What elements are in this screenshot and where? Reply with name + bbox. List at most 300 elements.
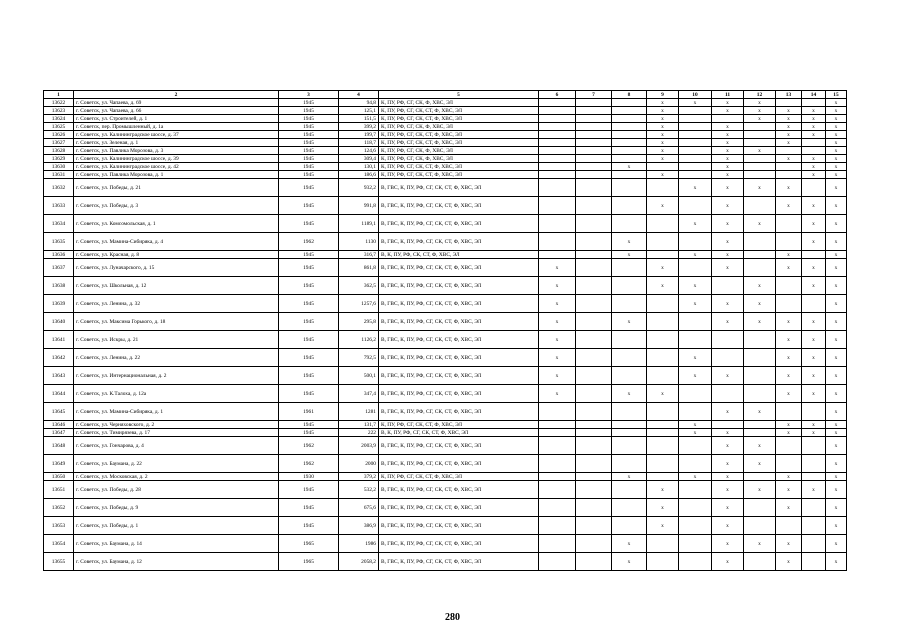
mark-cell-col-8 xyxy=(612,331,647,349)
mark-cell-col-12 xyxy=(744,385,776,403)
mark-cell-col-11: x xyxy=(712,139,744,147)
mark-cell-col-8: x xyxy=(612,473,647,481)
col-header-3: 3 xyxy=(279,91,339,99)
mark-cell-col-8 xyxy=(612,123,647,131)
mark-cell-col-15: x xyxy=(826,385,847,403)
year-cell: 1945 xyxy=(279,429,339,437)
area-cell: 861,8 xyxy=(339,259,379,277)
mark-cell-col-15: x xyxy=(826,139,847,147)
id-cell: 13638 xyxy=(44,277,74,295)
mark-cell-col-11: x xyxy=(712,259,744,277)
page-number: 280 xyxy=(445,612,460,623)
table-row xyxy=(44,99,847,107)
address-cell: г. Советск, ул. Победы, д. 28 xyxy=(74,481,279,499)
mark-cell-col-7 xyxy=(576,179,612,197)
mark-cell-col-13 xyxy=(776,295,802,313)
mark-cell-col-15: x xyxy=(826,99,847,107)
col-header-9: 9 xyxy=(647,91,679,99)
mark-cell-col-11: x xyxy=(712,499,744,517)
mark-cell-col-11 xyxy=(712,385,744,403)
mark-cell-col-7 xyxy=(576,429,612,437)
area-cell: 2000 xyxy=(339,455,379,473)
mark-cell-col-8: x xyxy=(612,313,647,331)
year-cell: 1945 xyxy=(279,171,339,179)
mark-cell-col-7 xyxy=(576,473,612,481)
mark-cell-col-6 xyxy=(539,429,576,437)
mark-cell-col-6: x xyxy=(539,295,576,313)
mark-cell-col-7 xyxy=(576,421,612,429)
table-row xyxy=(44,295,847,313)
mark-cell-col-15: x xyxy=(826,295,847,313)
mark-cell-col-11: x xyxy=(712,313,744,331)
mark-cell-col-6 xyxy=(539,115,576,123)
table-row xyxy=(44,429,847,437)
address-cell: г. Советск, ул. Победы, д. 1 xyxy=(74,517,279,535)
mark-cell-col-6 xyxy=(539,535,576,553)
mark-cell-col-7 xyxy=(576,197,612,215)
id-cell: 13631 xyxy=(44,171,74,179)
area-cell: 1281 xyxy=(339,403,379,421)
mark-cell-col-7 xyxy=(576,535,612,553)
id-cell: 13650 xyxy=(44,473,74,481)
mark-cell-col-14: x xyxy=(802,233,826,251)
table-row xyxy=(44,251,847,259)
year-cell: 1965 xyxy=(279,553,339,571)
mark-cell-col-7 xyxy=(576,367,612,385)
area-cell: 130,1 xyxy=(339,163,379,171)
mark-cell-col-12 xyxy=(744,517,776,535)
area-cell: 94,8 xyxy=(339,99,379,107)
mark-cell-col-9: x xyxy=(647,155,679,163)
table-row xyxy=(44,115,847,123)
mark-cell-col-14 xyxy=(802,251,826,259)
year-cell: 1945 xyxy=(279,277,339,295)
mark-cell-col-10 xyxy=(679,163,712,171)
codes-cell: К, ПУ, РФ, СГ, СК, Ф, ХВС, ЭЛ xyxy=(379,99,539,107)
mark-cell-col-10 xyxy=(679,331,712,349)
year-cell: 1945 xyxy=(279,107,339,115)
mark-cell-col-14: x xyxy=(802,163,826,171)
year-cell: 1945 xyxy=(279,179,339,197)
mark-cell-col-9: x xyxy=(647,147,679,155)
area-cell: 675,6 xyxy=(339,499,379,517)
mark-cell-col-11: x xyxy=(712,107,744,115)
id-cell: 13624 xyxy=(44,115,74,123)
mark-cell-col-8: x xyxy=(612,535,647,553)
year-cell: 1945 xyxy=(279,421,339,429)
table-row xyxy=(44,139,847,147)
mark-cell-col-15: x xyxy=(826,123,847,131)
mark-cell-col-9: x xyxy=(647,115,679,123)
codes-cell: В, ГВС, К, ПУ, РФ, СГ, СК, СТ, Ф, ХВС, ЭЛ xyxy=(379,367,539,385)
mark-cell-col-14: x xyxy=(802,123,826,131)
col-header-15: 15 xyxy=(826,91,847,99)
mark-cell-col-15: x xyxy=(826,107,847,115)
year-cell: 1945 xyxy=(279,251,339,259)
area-cell: 991,8 xyxy=(339,197,379,215)
mark-cell-col-10 xyxy=(679,437,712,455)
year-cell: 1930 xyxy=(279,473,339,481)
codes-cell: К, ПУ, РФ, СГ, СК, СТ, Ф, ХВС, ЭЛ xyxy=(379,171,539,179)
mark-cell-col-10: x xyxy=(679,349,712,367)
mark-cell-col-15: x xyxy=(826,403,847,421)
mark-cell-col-12 xyxy=(744,155,776,163)
mark-cell-col-10: x xyxy=(679,367,712,385)
mark-cell-col-9 xyxy=(647,179,679,197)
mark-cell-col-9 xyxy=(647,251,679,259)
col-header-4: 4 xyxy=(339,91,379,99)
mark-cell-col-9 xyxy=(647,349,679,367)
year-cell: 1945 xyxy=(279,349,339,367)
mark-cell-col-14: x xyxy=(802,259,826,277)
address-cell: г. Советск, ул. Максима Горького, д. 18 xyxy=(74,313,279,331)
address-cell: г. Советск, ул. Школьная, д. 12 xyxy=(74,277,279,295)
mark-cell-col-8 xyxy=(612,517,647,535)
codes-cell: В, ГВС, К, ПУ, РФ, СГ, СК, СТ, Ф, ХВС, ЭЛ xyxy=(379,437,539,455)
mark-cell-col-13: x xyxy=(776,331,802,349)
mark-cell-col-8: x xyxy=(612,385,647,403)
area-cell: 347,4 xyxy=(339,385,379,403)
codes-cell: В, ГВС, К, ПУ, РФ, СГ, СК, СТ, Ф, ХВС, ЭЛ xyxy=(379,499,539,517)
table-row xyxy=(44,277,847,295)
id-cell: 13632 xyxy=(44,179,74,197)
id-cell: 13630 xyxy=(44,163,74,171)
codes-cell: В, ГВС, К, ПУ, РФ, СГ, СК, СТ, Ф, ХВС, ЭЛ xyxy=(379,331,539,349)
id-cell: 13648 xyxy=(44,437,74,455)
mark-cell-col-8 xyxy=(612,429,647,437)
mark-cell-col-9 xyxy=(647,163,679,171)
id-cell: 13629 xyxy=(44,155,74,163)
area-cell: 399,2 xyxy=(339,123,379,131)
year-cell: 1945 xyxy=(279,481,339,499)
mark-cell-col-11: x xyxy=(712,155,744,163)
area-cell: 386,9 xyxy=(339,517,379,535)
mark-cell-col-14 xyxy=(802,473,826,481)
mark-cell-col-12: x xyxy=(744,277,776,295)
mark-cell-col-13: x xyxy=(776,367,802,385)
mark-cell-col-8 xyxy=(612,437,647,455)
mark-cell-col-12: x xyxy=(744,115,776,123)
mark-cell-col-8 xyxy=(612,215,647,233)
mark-cell-col-10 xyxy=(679,131,712,139)
codes-cell: В, ГВС, К, ПУ, РФ, СГ, СК, СТ, Ф, ХВС, ЭЛ xyxy=(379,553,539,571)
area-cell: 151,5 xyxy=(339,115,379,123)
mark-cell-col-8 xyxy=(612,139,647,147)
year-cell: 1945 xyxy=(279,295,339,313)
mark-cell-col-8 xyxy=(612,455,647,473)
mark-cell-col-14 xyxy=(802,437,826,455)
mark-cell-col-10 xyxy=(679,115,712,123)
mark-cell-col-7 xyxy=(576,233,612,251)
mark-cell-col-13: x xyxy=(776,313,802,331)
mark-cell-col-12 xyxy=(744,553,776,571)
mark-cell-col-10: x xyxy=(679,473,712,481)
mark-cell-col-14 xyxy=(802,517,826,535)
mark-cell-col-13 xyxy=(776,437,802,455)
address-cell: г. Советск, ул. Черняховского, д. 2 xyxy=(74,421,279,429)
mark-cell-col-12 xyxy=(744,131,776,139)
mark-cell-col-7 xyxy=(576,499,612,517)
area-cell: 309,4 xyxy=(339,155,379,163)
mark-cell-col-11: x xyxy=(712,123,744,131)
mark-cell-col-14 xyxy=(802,455,826,473)
area-cell: 124,6 xyxy=(339,147,379,155)
mark-cell-col-9: x xyxy=(647,277,679,295)
mark-cell-col-13: x xyxy=(776,481,802,499)
mark-cell-col-10: x xyxy=(679,179,712,197)
mark-cell-col-8 xyxy=(612,403,647,421)
id-cell: 13652 xyxy=(44,499,74,517)
mark-cell-col-12 xyxy=(744,349,776,367)
mark-cell-col-6 xyxy=(539,473,576,481)
area-cell: 118,7 xyxy=(339,139,379,147)
table-row xyxy=(44,455,847,473)
mark-cell-col-9: x xyxy=(647,107,679,115)
mark-cell-col-7 xyxy=(576,131,612,139)
year-cell: 1945 xyxy=(279,215,339,233)
mark-cell-col-12 xyxy=(744,171,776,179)
table-row xyxy=(44,499,847,517)
id-cell: 13644 xyxy=(44,385,74,403)
mark-cell-col-8: x xyxy=(612,163,647,171)
mark-cell-col-8 xyxy=(612,259,647,277)
year-cell: 1945 xyxy=(279,331,339,349)
mark-cell-col-10 xyxy=(679,385,712,403)
mark-cell-col-10 xyxy=(679,517,712,535)
mark-cell-col-12 xyxy=(744,259,776,277)
codes-cell: В, ГВС, К, ПУ, РФ, СГ, СК, СТ, Ф, ХВС, ЭЛ xyxy=(379,455,539,473)
mark-cell-col-7 xyxy=(576,385,612,403)
area-cell: 1986 xyxy=(339,535,379,553)
table-row xyxy=(44,313,847,331)
table-row xyxy=(44,197,847,215)
mark-cell-col-15: x xyxy=(826,155,847,163)
mark-cell-col-7 xyxy=(576,313,612,331)
col-header-8: 8 xyxy=(612,91,647,99)
table-row xyxy=(44,107,847,115)
mark-cell-col-9 xyxy=(647,233,679,251)
codes-cell: К, ПУ, РФ, СГ, СК, Ф, ХВС, ЭЛ xyxy=(379,123,539,131)
mark-cell-col-15: x xyxy=(826,251,847,259)
mark-cell-col-15: x xyxy=(826,215,847,233)
mark-cell-col-12: x xyxy=(744,215,776,233)
table-row xyxy=(44,421,847,429)
year-cell: 1945 xyxy=(279,115,339,123)
codes-cell: В, ГВС, К, ПУ, РФ, СГ, СК, СТ, Ф, ХВС, ЭЛ xyxy=(379,385,539,403)
mark-cell-col-12: x xyxy=(744,481,776,499)
codes-cell: К, ПУ, РФ, СГ, СК, СТ, Ф, ХВС, ЭЛ xyxy=(379,421,539,429)
area-cell: 316,7 xyxy=(339,251,379,259)
mark-cell-col-6 xyxy=(539,123,576,131)
table-row xyxy=(44,517,847,535)
address-cell: г. Советск, ул. Баумана, д. 12 xyxy=(74,553,279,571)
mark-cell-col-10 xyxy=(679,553,712,571)
mark-cell-col-11 xyxy=(712,115,744,123)
mark-cell-col-14 xyxy=(802,99,826,107)
address-cell: г. Советск, ул. Зеленая, д. 1 xyxy=(74,139,279,147)
mark-cell-col-12 xyxy=(744,233,776,251)
mark-cell-col-11: x xyxy=(712,295,744,313)
mark-cell-col-15: x xyxy=(826,367,847,385)
id-cell: 13642 xyxy=(44,349,74,367)
codes-cell: В, ГВС, К, ПУ, РФ, СГ, СК, СТ, Ф, ХВС, ЭЛ xyxy=(379,517,539,535)
mark-cell-col-12: x xyxy=(744,455,776,473)
mark-cell-col-11: x xyxy=(712,437,744,455)
mark-cell-col-8 xyxy=(612,171,647,179)
mark-cell-col-13 xyxy=(776,171,802,179)
codes-cell: В, ГВС, К, ПУ, РФ, СГ, СК, СТ, Ф, ХВС, ЭЛ xyxy=(379,313,539,331)
mark-cell-col-11: x xyxy=(712,99,744,107)
mark-cell-col-15: x xyxy=(826,437,847,455)
area-cell: 131,7 xyxy=(339,421,379,429)
id-cell: 13655 xyxy=(44,553,74,571)
address-cell: г. Советск, ул. Интернациональная, д. 2 xyxy=(74,367,279,385)
mark-cell-col-12: x xyxy=(744,403,776,421)
mark-cell-col-14 xyxy=(802,295,826,313)
area-cell: 1130 xyxy=(339,233,379,251)
mark-cell-col-9 xyxy=(647,473,679,481)
mark-cell-col-10 xyxy=(679,233,712,251)
mark-cell-col-15: x xyxy=(826,429,847,437)
codes-cell: К, ПУ, РФ, СГ, СК, СТ, Ф, ХВС, ЭЛ xyxy=(379,163,539,171)
col-header-7: 7 xyxy=(576,91,612,99)
area-cell: 125,1 xyxy=(339,107,379,115)
codes-cell: К, ПУ, РФ, СГ, СК, СТ, Ф, ХВС, ЭЛ xyxy=(379,473,539,481)
table-row xyxy=(44,349,847,367)
mark-cell-col-13: x xyxy=(776,473,802,481)
year-cell: 1962 xyxy=(279,455,339,473)
id-cell: 13646 xyxy=(44,421,74,429)
mark-cell-col-8 xyxy=(612,349,647,367)
table-row xyxy=(44,473,847,481)
col-header-1: 1 xyxy=(44,91,74,99)
area-cell: 2058,2 xyxy=(339,553,379,571)
mark-cell-col-12: x xyxy=(744,535,776,553)
mark-cell-col-8 xyxy=(612,499,647,517)
mark-cell-col-9: x xyxy=(647,481,679,499)
codes-cell: В, ГВС, К, ПУ, РФ, СГ, СК, СТ, Ф, ХВС, ЭЛ xyxy=(379,403,539,421)
mark-cell-col-15: x xyxy=(826,179,847,197)
mark-cell-col-15: x xyxy=(826,553,847,571)
mark-cell-col-7 xyxy=(576,403,612,421)
mark-cell-col-14: x xyxy=(802,171,826,179)
codes-cell: К, ПУ, РФ, СГ, СК, Ф, ХВС, ЭЛ xyxy=(379,147,539,155)
mark-cell-col-13: x xyxy=(776,179,802,197)
mark-cell-col-10 xyxy=(679,171,712,179)
mark-cell-col-10 xyxy=(679,499,712,517)
mark-cell-col-12 xyxy=(744,331,776,349)
mark-cell-col-7 xyxy=(576,107,612,115)
codes-cell: В, ГВС, К, ПУ, РФ, СГ, СК, СТ, Ф, ХВС, ЭЛ xyxy=(379,179,539,197)
table-row xyxy=(44,171,847,179)
mark-cell-col-6: x xyxy=(539,331,576,349)
mark-cell-col-6: x xyxy=(539,277,576,295)
mark-cell-col-6 xyxy=(539,553,576,571)
mark-cell-col-9: x xyxy=(647,259,679,277)
mark-cell-col-12 xyxy=(744,421,776,429)
year-cell: 1945 xyxy=(279,123,339,131)
mark-cell-col-13: x xyxy=(776,499,802,517)
id-cell: 13643 xyxy=(44,367,74,385)
mark-cell-col-6: x xyxy=(539,385,576,403)
mark-cell-col-8 xyxy=(612,107,647,115)
codes-cell: В, ГВС, К, ПУ, РФ, СГ, СК, СТ, Ф, ХВС, ЭЛ xyxy=(379,215,539,233)
mark-cell-col-6 xyxy=(539,481,576,499)
year-cell: 1945 xyxy=(279,131,339,139)
mark-cell-col-7 xyxy=(576,481,612,499)
id-cell: 13647 xyxy=(44,429,74,437)
mark-cell-col-7 xyxy=(576,455,612,473)
area-cell: 199,7 xyxy=(339,131,379,139)
codes-cell: В, ГВС, К, ПУ, РФ, СГ, СК, СТ, Ф, ХВС, ЭЛ xyxy=(379,197,539,215)
mark-cell-col-6: x xyxy=(539,259,576,277)
mark-cell-col-13: x xyxy=(776,259,802,277)
address-cell: г. Советск, ул. Искры, д. 21 xyxy=(74,331,279,349)
mark-cell-col-13: x xyxy=(776,349,802,367)
area-cell: 2003,9 xyxy=(339,437,379,455)
year-cell: 1945 xyxy=(279,259,339,277)
mark-cell-col-7 xyxy=(576,295,612,313)
codes-cell: К, ПУ, РФ, СГ, СК, СТ, Ф, ХВС, ЭЛ xyxy=(379,131,539,139)
area-cell: 1189,1 xyxy=(339,215,379,233)
address-cell: г. Советск, ул. Победы, д. 3 xyxy=(74,197,279,215)
mark-cell-col-6 xyxy=(539,517,576,535)
mark-cell-col-14 xyxy=(802,147,826,155)
mark-cell-col-11: x xyxy=(712,233,744,251)
mark-cell-col-7 xyxy=(576,259,612,277)
table-row xyxy=(44,163,847,171)
address-cell: г. Советск, ул. Ленина, д. 22 xyxy=(74,349,279,367)
mark-cell-col-7 xyxy=(576,163,612,171)
mark-cell-col-14 xyxy=(802,499,826,517)
mark-cell-col-6: x xyxy=(539,349,576,367)
mark-cell-col-8: x xyxy=(612,233,647,251)
mark-cell-col-7 xyxy=(576,123,612,131)
mark-cell-col-8 xyxy=(612,131,647,139)
mark-cell-col-11: x xyxy=(712,535,744,553)
id-cell: 13649 xyxy=(44,455,74,473)
table-row xyxy=(44,553,847,571)
mark-cell-col-10 xyxy=(679,197,712,215)
mark-cell-col-14: x xyxy=(802,107,826,115)
mark-cell-col-11: x xyxy=(712,215,744,233)
mark-cell-col-11 xyxy=(712,349,744,367)
mark-cell-col-10 xyxy=(679,259,712,277)
mark-cell-col-13: x xyxy=(776,139,802,147)
address-cell: г. Советск, пер. Промышленный, д. 1а xyxy=(74,123,279,131)
table-row xyxy=(44,147,847,155)
mark-cell-col-12 xyxy=(744,429,776,437)
year-cell: 1962 xyxy=(279,437,339,455)
mark-cell-col-9 xyxy=(647,535,679,553)
mark-cell-col-14: x xyxy=(802,155,826,163)
year-cell: 1965 xyxy=(279,535,339,553)
mark-cell-col-10: x xyxy=(679,295,712,313)
mark-cell-col-11: x xyxy=(712,147,744,155)
mark-cell-col-13: x xyxy=(776,251,802,259)
address-cell: г. Советск, ул. Ленина, д. 32 xyxy=(74,295,279,313)
id-cell: 13654 xyxy=(44,535,74,553)
mark-cell-col-11: x xyxy=(712,171,744,179)
mark-cell-col-14: x xyxy=(802,215,826,233)
codes-cell: В, ГВС, К, ПУ, РФ, СГ, СК, СТ, Ф, ХВС, ЭЛ xyxy=(379,481,539,499)
mark-cell-col-12 xyxy=(744,197,776,215)
mark-cell-col-6: x xyxy=(539,367,576,385)
id-cell: 13636 xyxy=(44,251,74,259)
mark-cell-col-11 xyxy=(712,277,744,295)
mark-cell-col-14: x xyxy=(802,131,826,139)
address-cell: г. Советск, ул. Чапаева, д. 66 xyxy=(74,107,279,115)
